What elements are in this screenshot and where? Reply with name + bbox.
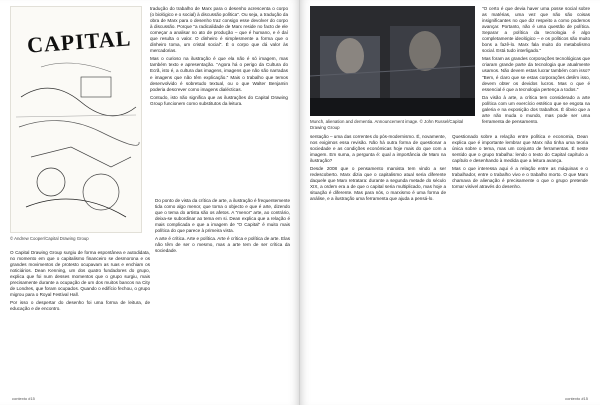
right-page: [300, 0, 600, 405]
left-column-1: [150, 6, 288, 109]
paragraph: Mas o curioso na ilustração é que ela não é só imagem, mas também texto e apresentação. "Agora há o perigo da Cultura do Ecrã, isto é, a cultura das imagens, imagens que não são narradas e imagens que não têm explicação." Mais o trabalho que temos desenvolvido é sobretudo textual, ou o que Walter Benjamin poderia descrever como imagens dialécticas.: [150, 56, 288, 92]
photo-caption: Munch, alienation and dementia. Announcement image. © John Russel/Capital Drawing Group: [310, 119, 464, 130]
page-folio: contexto #15: [565, 396, 588, 401]
right-column-3: [482, 6, 590, 127]
paragraph: Por isso o despertar do desenho foi uma forma de leitura, de educação e de encontro.: [10, 300, 150, 312]
paragraph: Questionado sobre a relação entre política e economia, Dean explica que é importante lembrar que Marx não tinha uma teoria única sobre o tema, mas um conjunto de ferramentas. É neste sentido que o grupo trabalha: lendo o texto do Capital capítulo a capítulo e desenhando à medida que a leitura avança.: [452, 134, 588, 164]
munch-photo: [310, 6, 475, 116]
paragraph: "O certo é que devia haver uma posse social sobre as matérias, uma vez que não são coisas insignificantes no que diz respeito a como podemos avançar. Portanto, não é uma questão de política. Separar a política da tecnologia é algo completamente ideológico – e os políticos são muito bons a fazê-lo. Marx fala muito do metabolismo social. Está tudo interligado.": [482, 6, 590, 54]
paragraph: tradução do trabalho de Marx para o desenho acrescenta o corpo (o biológico e o social) à discussão política". Ou seja, a tradução da obra de Marx para o desenho traz consigo esse devolver do corpo à discussão. Porque "a radicalidade de Marx reside no facto de ele começar a analisar no ato de produção – que é humano, e é daí que resulta o valor. O dinheiro é simplesmente a forma que o dinheiro toma, um cristal social". É o corpo que dá valor às mercadorias.: [150, 6, 288, 54]
paragraph: O Capital Drawing Group surgiu de forma espontânea e autodidata, no momento em que o capitalismo financeiro se desmorona e os grandes movimentos de protesto ocupavam as ruas e enchiam os noticiários. Dean Kenning, um dos quatro fundadores do grupo, explica que foi num desses momentos que o grupo surgiu, mais precisamente durante a ocupação de um dos muitos bancos na City de Londres, que foram ocupados. Quando o edifício fechou, o grupo migrou para o Royal Festival Hall.: [10, 250, 150, 298]
paragraph: Desde 2008 que o pensamento marxista tem vindo a ser redescoberto. Marx dizia que o capitalismo atual seria diferente daquele que Marx retratara: durante a segunda metade do século XIX, a ordem era a de que o capital seria multiplicado, mas hoje a situação é diferente. Mas para nós, o marxismo é uma forma de análise, e a ilustração uma ferramenta que ajuda a pensá-lo.: [310, 166, 446, 202]
page-folio: contexto #15: [12, 396, 35, 401]
paragraph: Mas o que interessa aqui é a relação entre as máquinas e o trabalhador, entre o trabalho vivo e o trabalho morto. O que Marx chamava de alienação é precisamente o que o grupo pretende tornar visível através do desenho.: [452, 166, 588, 190]
paragraph: Do ponto de vista da crítica de arte, a ilustração é frequentemente tida como algo menor, que torna o objecto e que é arte, dizendo que o tema do artista são os afetos. A "menor" arte, ao contrário, deixa-se subordinar ao tema em si. Dean explica que a relação é mais complicada e que a imagem de "O Capital" é muito mais política do que parece à primeira vista.: [155, 198, 290, 234]
paragraph: Da visão à arte, a crítica tem considerado a arte política com um exercício estético que se esgota na galeria e na exposição dos trabalhos. É óbvio que a arte não muda o mundo, mas pode ser uma ferramenta de pensamento.: [482, 94, 590, 124]
right-column-1: [310, 134, 446, 205]
left-column-bottom: [10, 250, 150, 314]
illustration-title: CAPITAL: [26, 25, 133, 58]
right-column-2: [452, 134, 588, 192]
paragraph: A arte é crítica. Arte e política. Arte é crítica e política de arte. Elas não têm de ser o mesmo, mas a arte tem de ser crítica da sociedade.: [155, 236, 290, 254]
paragraph: sentação – uma das correntes do pós-modernismo. É, novamente, nos exigimos essa revisão. Não há outra forma de questionar a sociedade e as condições económicas hoje mais do que com a imagem. Em suma, a pergunta é: qual a importância de Marx na ilustração?: [310, 134, 446, 164]
left-column-2: [155, 198, 290, 256]
capital-illustration: [10, 6, 142, 233]
paragraph: Contudo, isto não significa que as ilustrações do Capital Drawing Group funcionem como substitutos da leitura.: [150, 94, 288, 106]
paragraph: Mas foram as grandes corporações tecnológicas que criaram grande parte da tecnologia que atualmente usamos. Não devem estas lucrar também com isso? "Bem, é claro que se estas corporações detêm isso, devem obter os devidos lucros. Mas o que é essencial é que a tecnologia pertença a todos.": [482, 56, 591, 92]
photo-image: [310, 6, 475, 116]
illustration-credit: © Andrew Cooper/Capital Drawing Group: [10, 236, 89, 241]
